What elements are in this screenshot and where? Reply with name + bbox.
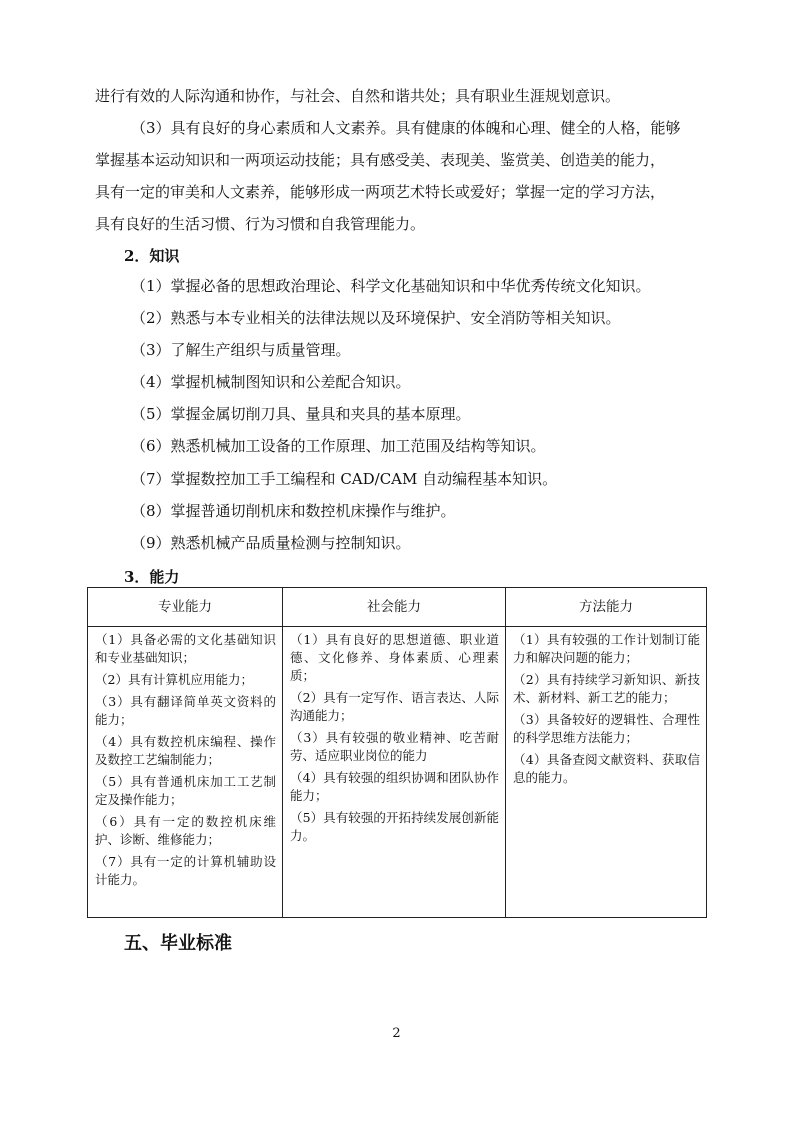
table-cell-item: （1）具备必需的文化基础知识和专业基础知识； — [95, 632, 276, 665]
page-number: 2 — [392, 1026, 401, 1041]
table-cell-item: （5）具有普通机床加工工艺制定及操作能力； — [95, 774, 276, 807]
table-cell-item: （5）具有较强的开拓持续发展创新能力。 — [290, 810, 499, 843]
table-header-row — [88, 588, 707, 627]
list-item: （2）熟悉与本专业相关的法律法规以及环境保护、安全消防等相关知识。 — [131, 309, 621, 328]
paragraph-line: 掌握基本运动知识和一两项运动技能；具有感受美、表现美、鉴赏美、创造美的能力， — [95, 151, 666, 169]
ability-heading: 3．能力 — [124, 568, 180, 586]
table-cell-item: （3）具有翻译简单英文资料的能力； — [95, 694, 276, 727]
list-item: （7）掌握数控加工手工编程和 CAD/CAM 自动编程基本知识。 — [131, 469, 558, 488]
section-heading: 五、毕业标准 — [124, 933, 232, 954]
table-cell-item: （6）具有一定的数控机床维护、诊断、维修能力； — [95, 814, 276, 847]
list-item: （4）掌握机械制图知识和公差配合知识。 — [131, 373, 411, 392]
table-cell-item: （2）具有持续学习新知识、新技术、新材料、新工艺的能力； — [513, 672, 700, 705]
table-cell-item: （2）具有计算机应用能力； — [95, 672, 253, 687]
paragraph-line: 具有良好的生活习惯、行为习惯和自我管理能力。 — [95, 215, 426, 233]
table-row — [88, 627, 707, 918]
list-item: （5）掌握金属切削刀具、量具和夹具的基本原理。 — [131, 405, 471, 424]
column-header: 方法能力 — [506, 588, 707, 627]
table-cell-item: （4）具备查阅文献资料、获取信息的能力。 — [513, 752, 700, 785]
paragraph-line: 进行有效的人际沟通和协作，与社会、自然和谐共处；具有职业生涯规划意识。 — [95, 87, 621, 105]
list-item: （3）了解生产组织与质量管理。 — [131, 341, 351, 360]
table-cell-item: （4）具有较强的组织协调和团队协作能力； — [290, 770, 499, 803]
list-item: （6）熟悉机械加工设备的工作原理、加工范围及结构等知识。 — [131, 437, 546, 456]
list-item: （9）熟悉机械产品质量检测与控制知识。 — [131, 533, 411, 552]
list-item: （1）掌握必备的思想政治理论、科学文化基础知识和中华优秀传统文化知识。 — [131, 277, 651, 295]
table-cell-item: （2）具有一定写作、语言表达、人际沟通能力； — [290, 690, 499, 723]
table-cell-item: （1）具有较强的工作计划制订能力和解决问题的能力； — [513, 632, 700, 665]
table-cell-item: （3）具备较好的逻辑性、合理性的科学思维方法能力； — [513, 712, 700, 745]
list-item: （8）掌握普通切削机床和数控机床操作与维护。 — [131, 501, 456, 520]
knowledge-list — [131, 270, 651, 559]
ability-table — [87, 587, 707, 918]
column-header: 社会能力 — [283, 588, 506, 627]
table-cell-item: （3）具有较强的敬业精神、吃苦耐劳、适应职业岗位的能力 — [290, 730, 499, 763]
method-ability-cell — [506, 627, 707, 918]
column-header: 专业能力 — [88, 588, 283, 627]
table-cell-item: （7）具有一定的计算机辅助设计能力。 — [95, 854, 276, 887]
paragraph-line: 具有一定的审美和人文素养，能够形成一两项艺术特长或爱好；掌握一定的学习方法， — [95, 183, 666, 201]
table-cell-item: （1）具有良好的思想道德、职业道德、文化修养、身体素质、心理素质； — [290, 632, 499, 683]
professional-ability-cell — [88, 627, 283, 918]
knowledge-heading: 2．知识 — [124, 247, 180, 265]
paragraph-line: （3）具有良好的身心素质和人文素养。具有健康的体魄和心理、健全的人格，能够 — [131, 119, 681, 137]
social-ability-cell — [283, 627, 506, 918]
table-cell-item: （4）具有数控机床编程、操作及数控工艺编制能力； — [95, 734, 276, 767]
